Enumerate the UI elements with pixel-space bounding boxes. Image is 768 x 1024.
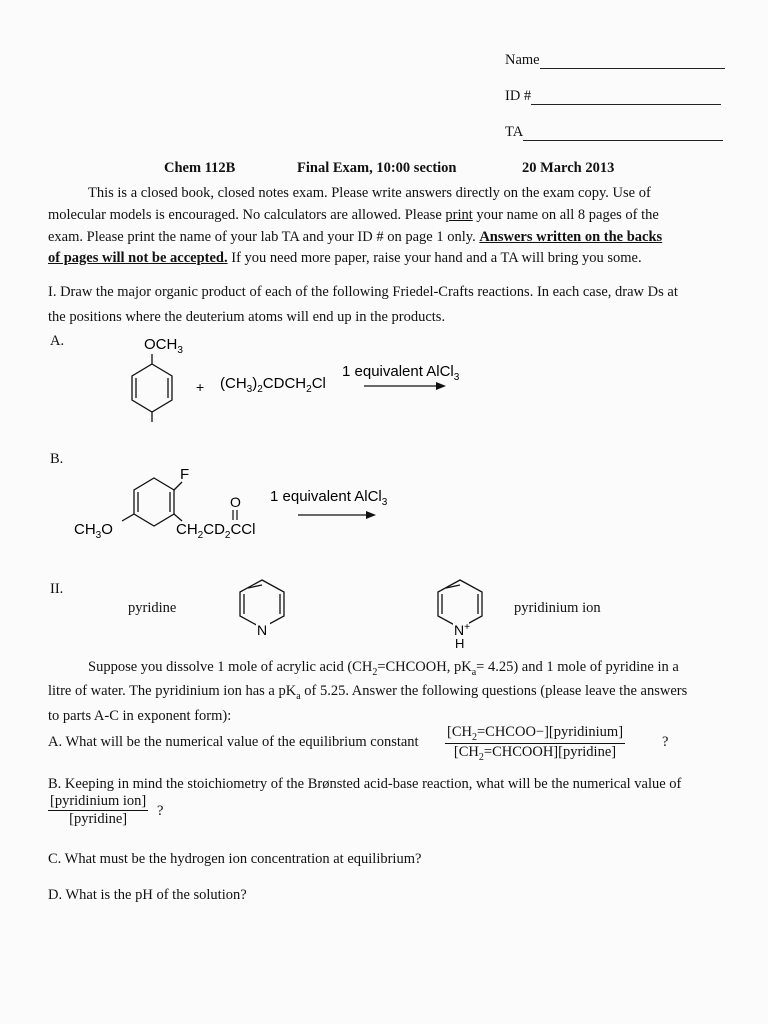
part2-para-3: to parts A-C in exponent form):: [48, 708, 232, 724]
plus-sign: +: [196, 379, 205, 395]
part1-line-1: I. Draw the major organic product of each of the following Friedel-Crafts reactions. In each case, draw Ds at: [48, 284, 678, 300]
intro-line-2: molecular models is encouraged. No calculators are allowed. Please print your name on all 8 pages of the: [48, 207, 659, 223]
pyridinium-hydrogen: H: [455, 636, 465, 650]
exam-title: Final Exam, 10:00 section: [297, 160, 457, 176]
pyridinium-nitrogen: N+: [454, 622, 470, 638]
part2-para-1: Suppose you dissolve 1 mole of acrylic acid ($CH_2=CHCOOH$, $pK_a= 4.25$) and 1 mole of pyridine in a: [88, 659, 679, 678]
ratio-numerator: [pyridinium ion]: [50, 793, 147, 809]
course-title: Chem 112B: [164, 160, 236, 176]
id-label: ID #: [505, 88, 532, 104]
id-field[interactable]: [505, 88, 721, 105]
fluoro-substituent: F: [180, 466, 190, 483]
reaction-arrow: [364, 382, 446, 390]
reaction-arrow-b: [298, 511, 376, 519]
pyridine-structure: [228, 576, 298, 640]
anisole-ring: [132, 364, 172, 422]
fraction-denominator: $[CH_2=CHCOOH][pyridine]$: [453, 743, 617, 763]
ratio-fraction: [48, 793, 148, 828]
reaction-b: [68, 462, 398, 544]
question-a: A. What will be the numerical value of the equilibrium constant: [48, 734, 419, 750]
equilibrium-fraction: [445, 724, 625, 763]
question-c: C. What must be the hydrogen ion concentration at equilibrium?: [48, 851, 422, 867]
ratio-denominator: [pyridine]: [69, 811, 128, 827]
part1-b-label: B.: [50, 451, 64, 467]
intro-line-3: exam. Please print the name of your lab TA and your ID # on page 1 only. Answers written on the backs: [48, 229, 663, 245]
name-label: Name: [505, 52, 540, 68]
benzene-ring-b: [122, 478, 182, 526]
part2-para-2: litre of water. The pyridinium ion has a $pK_a$ of 5.25. Answer the following questions (please leave the answers: [48, 683, 688, 702]
question-b-mark: ?: [157, 803, 164, 819]
ta-field[interactable]: [505, 124, 723, 141]
pyridinium-label: pyridinium ion: [514, 600, 601, 616]
part1-a-label: A.: [50, 333, 65, 349]
part1-line-2: the positions where the deuterium atoms will end up in the products.: [48, 309, 446, 325]
pyridine-label: pyridine: [128, 600, 177, 616]
intro-line-1: This is a closed book, closed notes exam. Please write answers directly on the exam copy. Use of: [88, 185, 651, 201]
ta-label: TA: [505, 124, 524, 140]
reaction-a: [110, 330, 470, 430]
exam-date: 20 March 2013: [522, 160, 615, 176]
alkyl-halide-reagent: $(CH_3)_2CDCH_2Cl$: [220, 375, 326, 395]
reaction-b-conditions: 1 equivalent AlCl$_3$: [270, 488, 388, 508]
fraction-numerator: $[CH_2=CHCOO-][pyridinium]$: [447, 724, 624, 743]
question-d: D. What is the pH of the solution?: [48, 887, 247, 903]
carbonyl-oxygen: O: [230, 494, 241, 510]
reaction-a-conditions: 1 equivalent AlCl$_3$: [342, 363, 460, 383]
name-field[interactable]: [505, 52, 725, 69]
pyridinium-structure: [432, 576, 502, 650]
carbonyl-double-bond: [233, 510, 237, 520]
methoxy-b: $CH_3O$: [74, 521, 113, 541]
intro-line-4: of pages will not be accepted. If you need more paper, raise your hand and a TA will bring you some.: [48, 250, 642, 266]
part2-label: II.: [50, 581, 64, 597]
question-a-mark: ?: [662, 734, 669, 750]
question-b: B. Keeping in mind the stoichiometry of the Brønsted acid-base reaction, what will be the numerical value of: [48, 776, 682, 792]
pyridine-nitrogen: N: [257, 622, 268, 638]
methoxy-substituent: $OCH_3$: [144, 336, 183, 356]
acyl-chain: $CH_2CD_2CCl$: [176, 521, 256, 541]
